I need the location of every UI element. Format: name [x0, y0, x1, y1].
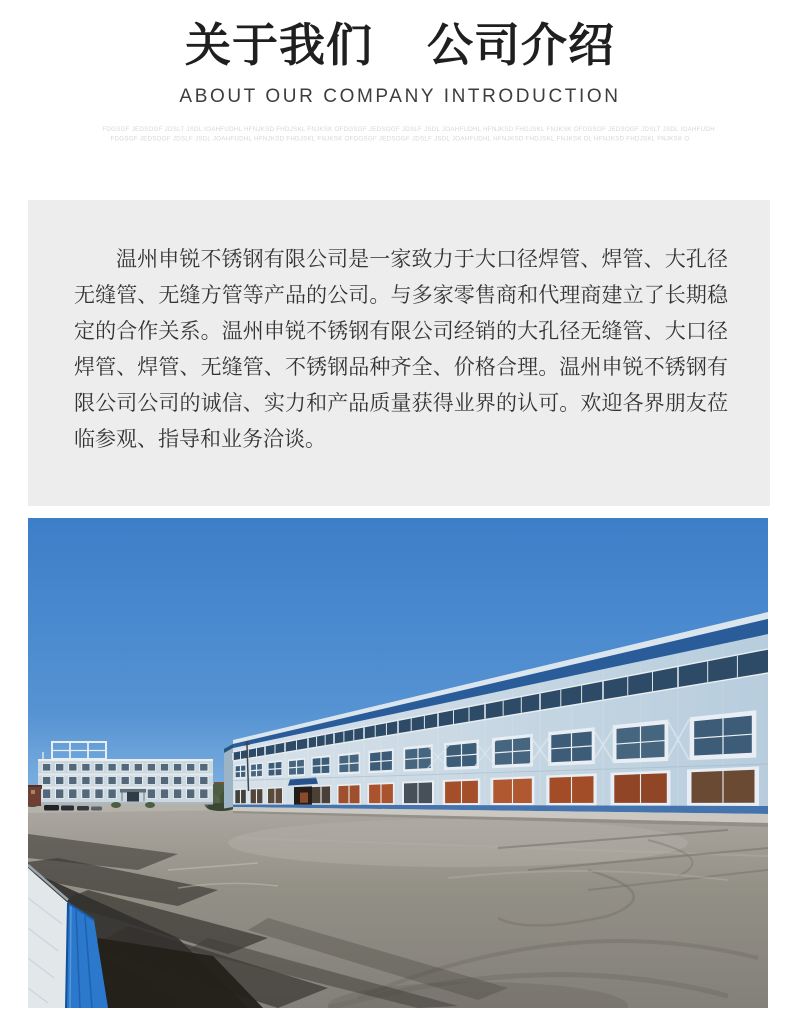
factory-photo [28, 518, 768, 1008]
watermark-line-1: FDGSGF JEDSOGF JDSLT JSDL IOAHFUDHL HFNJKSD FHDJSKL FNJKSK OFDGSGF JEDSOGF JDSLF JSDL JOAHFUDHL HFNJKSD FHDJSKL FNJKSK OFDGSGF JEDSOGF JDSLT JSDL IOAHFUDH [102, 126, 715, 134]
page-title [0, 16, 800, 76]
factory-photo-illustration [28, 518, 768, 1008]
about-panel [28, 200, 770, 506]
page-subtitle-en: ABOUT OUR COMPANY INTRODUCTION [179, 86, 621, 107]
page-title-right: 公司介绍 [427, 19, 615, 71]
watermark-text [102, 125, 715, 144]
page-title-left: 关于我们 [185, 19, 373, 71]
watermark-line-2: FDGSGF JEDSOGF JDSLF JSDL JOAHFUDHL HFNJKSD FHDJSKL FNJKSK OFDGSGF JEDSOGF JDSLF JSDL JOAHFUDHL HFNJKSD FHDJSKL FNJKSK DL HFNJKSD FHDJSKL FNJKSK O [110, 135, 690, 143]
company-intro-paragraph: 温州申锐不锈钢有限公司是一家致力于大口径焊管、焊管、大孔径无缝管、无缝方管等产品的公司。与多家零售商和代理商建立了长期稳定的合作关系。温州申锐不锈钢有限公司经销的大孔径无缝管、大口径焊管、焊管、无缝管、不锈钢品种齐全、价格合理。温州申锐不锈钢有限公司公司的诚信、实力和产品质量获得业界的认可。欢迎各界朋友莅临参观、指导和业务洽谈。 [74, 248, 728, 451]
